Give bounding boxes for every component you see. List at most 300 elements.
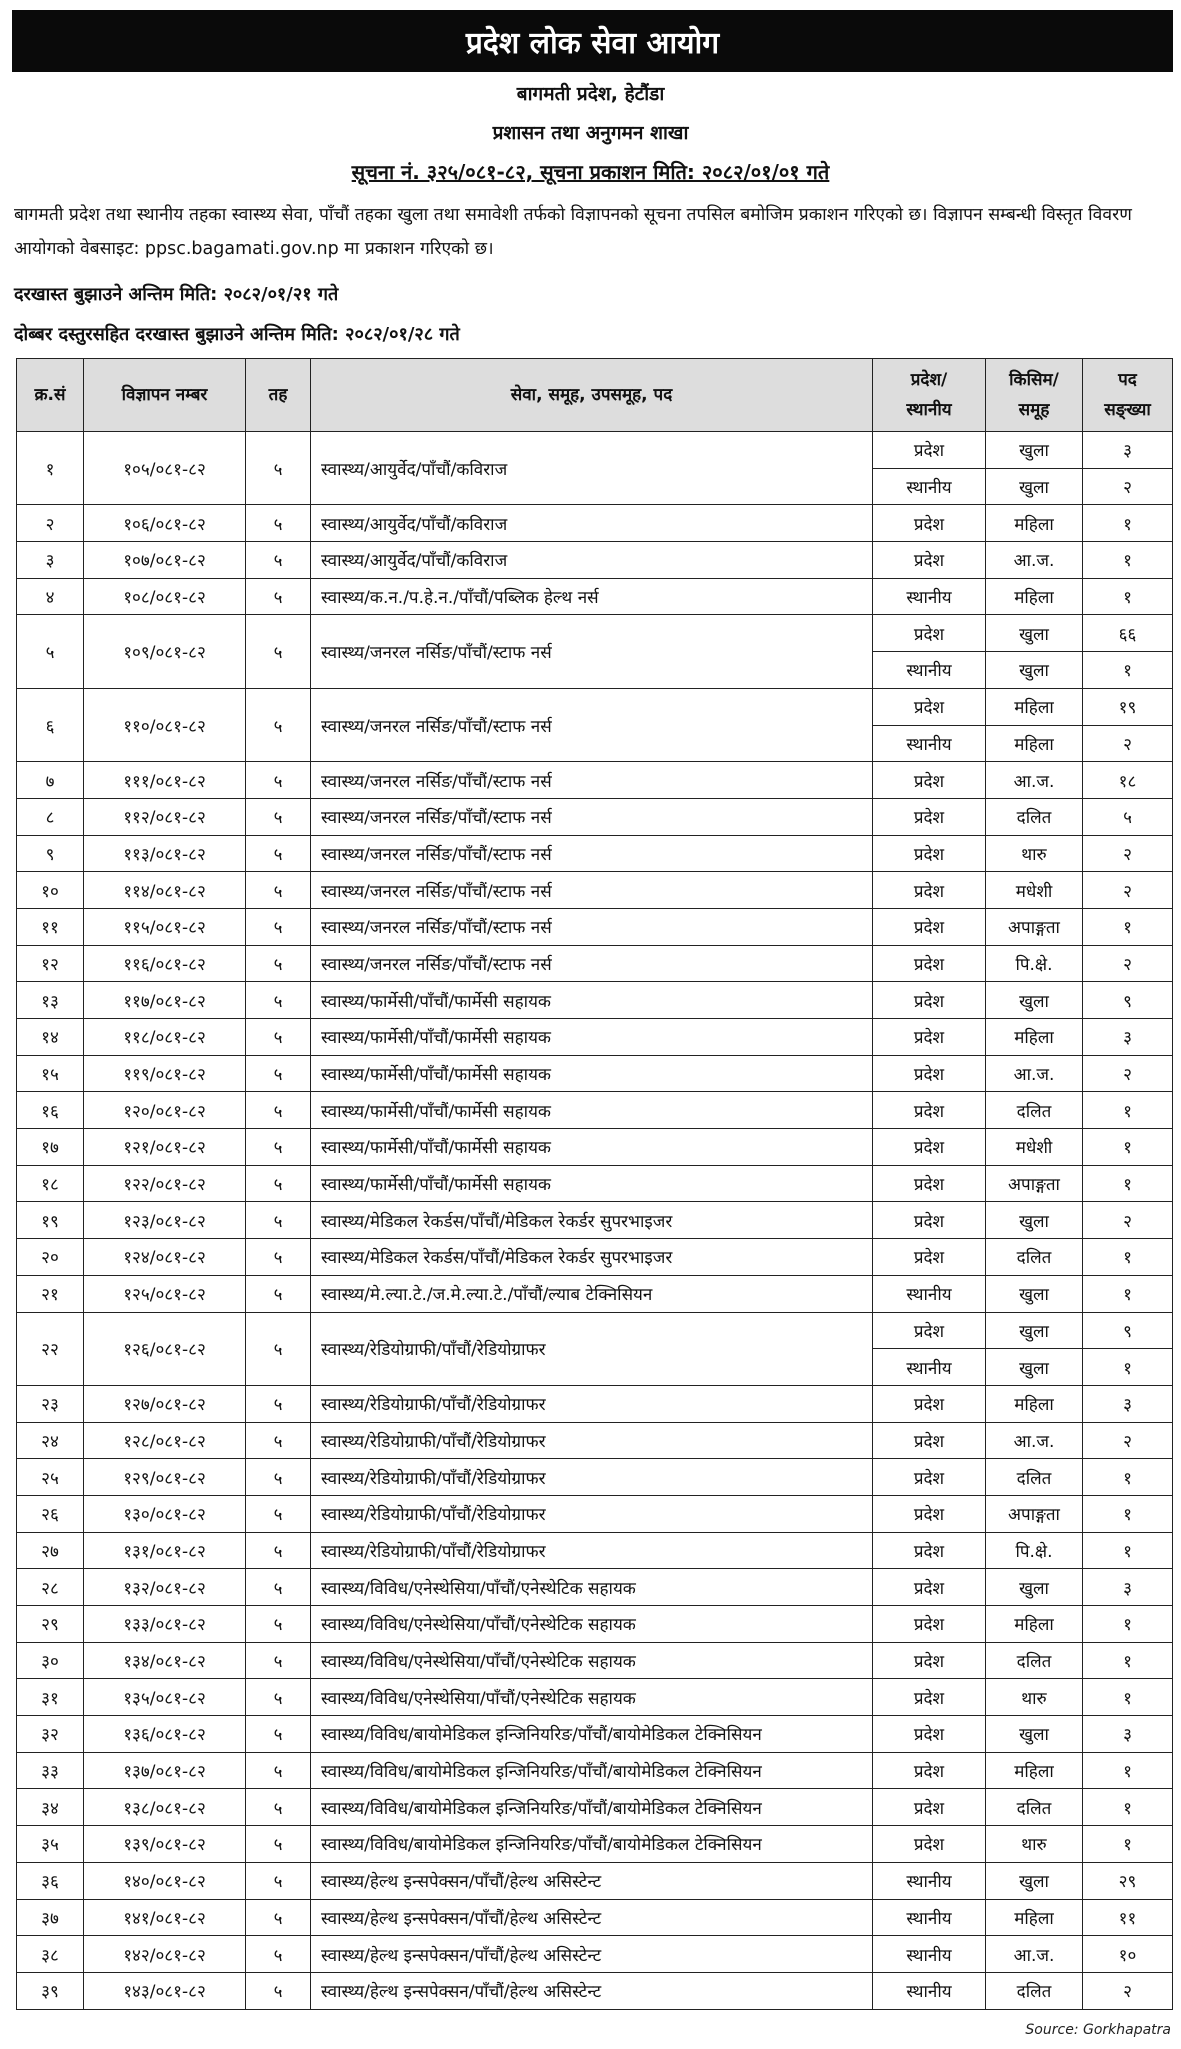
posts-cell: १ [1083, 542, 1173, 579]
service-cell: स्वास्थ्य/जनरल नर्सिङ/पाँचौं/स्टाफ नर्स [311, 798, 873, 835]
kind-cell: खुला [986, 615, 1083, 652]
service-cell: स्वास्थ्य/मेडिकल रेकर्डस/पाँचौं/मेडिकल रेकर्डर सुपरभाइजर [311, 1239, 873, 1276]
serial-cell: २ [17, 505, 84, 542]
province-cell: स्थानीय [873, 578, 986, 615]
posts-cell: १ [1083, 1752, 1173, 1789]
table-row [17, 1239, 1173, 1276]
table-header-row [17, 359, 1173, 432]
table-row [17, 1679, 1173, 1716]
level-cell: ५ [246, 1129, 311, 1166]
province-cell: स्थानीय [873, 652, 986, 689]
level-cell: ५ [246, 578, 311, 615]
service-cell: स्वास्थ्य/हेल्थ इन्सपेक्सन/पाँचौं/हेल्थ असिस्टेन्ट [311, 1936, 873, 1973]
posts-cell: २ [1083, 468, 1173, 505]
serial-cell: ३२ [17, 1716, 84, 1753]
adv-number-cell: ११८/०८१-८२ [84, 1019, 246, 1056]
adv-number-cell: ११९/०८१-८२ [84, 1055, 246, 1092]
serial-cell: २१ [17, 1275, 84, 1312]
service-cell: स्वास्थ्य/रेडियोग्राफी/पाँचौं/रेडियोग्राफर [311, 1422, 873, 1459]
kind-cell: खुला [986, 468, 1083, 505]
service-cell: स्वास्थ्य/रेडियोग्राफी/पाँचौं/रेडियोग्राफर [311, 1532, 873, 1569]
kind-cell: दलित [986, 1092, 1083, 1129]
table-row [17, 762, 1173, 799]
adv-number-cell: १२८/०८१-८२ [84, 1422, 246, 1459]
level-cell: ५ [246, 908, 311, 945]
adv-number-cell: १२७/०८१-८२ [84, 1385, 246, 1422]
level-cell: ५ [246, 1936, 311, 1973]
kind-cell: खुला [986, 1349, 1083, 1386]
kind-cell: पि.क्षे. [986, 1532, 1083, 1569]
adv-number-cell: ११५/०८१-८२ [84, 908, 246, 945]
service-cell: स्वास्थ्य/विविध/एनेस्थेसिया/पाँचौं/एनेस्थेटिक सहायक [311, 1642, 873, 1679]
serial-cell: ११ [17, 908, 84, 945]
table-row [17, 1972, 1173, 2009]
serial-cell: १८ [17, 1165, 84, 1202]
adv-number-cell: ११६/०८१-८२ [84, 945, 246, 982]
table-row [17, 615, 1173, 652]
province-cell: प्रदेश [873, 982, 986, 1019]
adv-number-cell: १४२/०८१-८२ [84, 1936, 246, 1973]
serial-cell: ८ [17, 798, 84, 835]
col-header-sn: क्र.सं [17, 359, 84, 432]
posts-cell: २ [1083, 945, 1173, 982]
province-cell: प्रदेश [873, 688, 986, 725]
service-cell: स्वास्थ्य/क.न./प.हे.न./पाँचौं/पब्लिक हेल्थ नर्स [311, 578, 873, 615]
province-cell: प्रदेश [873, 1019, 986, 1056]
service-cell: स्वास्थ्य/जनरल नर्सिङ/पाँचौं/स्टाफ नर्स [311, 872, 873, 909]
table-row [17, 432, 1173, 469]
province-cell: प्रदेश [873, 1385, 986, 1422]
kind-cell: दलित [986, 1789, 1083, 1826]
posts-cell: २ [1083, 872, 1173, 909]
adv-number-cell: १४०/०८१-८२ [84, 1862, 246, 1899]
posts-cell: १ [1083, 505, 1173, 542]
adv-number-cell: १०९/०८१-८२ [84, 615, 246, 688]
col-header-adv: विज्ञापन नम्बर [84, 359, 246, 432]
table-row [17, 908, 1173, 945]
posts-cell: १ [1083, 1606, 1173, 1643]
level-cell: ५ [246, 1642, 311, 1679]
kind-cell: आ.ज. [986, 542, 1083, 579]
province-cell: प्रदेश [873, 615, 986, 652]
table-row [17, 1422, 1173, 1459]
adv-number-cell: १०७/०८१-८२ [84, 542, 246, 579]
kind-cell: खुला [986, 432, 1083, 469]
province-cell: प्रदेश [873, 1716, 986, 1753]
province-cell: प्रदेश [873, 1642, 986, 1679]
adv-number-cell: ११२/०८१-८२ [84, 798, 246, 835]
province-cell: प्रदेश [873, 835, 986, 872]
province-cell: प्रदेश [873, 432, 986, 469]
posts-cell: १ [1083, 1092, 1173, 1129]
adv-number-cell: १३३/०८१-८२ [84, 1606, 246, 1643]
serial-cell: ३७ [17, 1899, 84, 1936]
table-row [17, 542, 1173, 579]
adv-number-cell: १२४/०८१-८२ [84, 1239, 246, 1276]
province-cell: प्रदेश [873, 542, 986, 579]
table-row [17, 1936, 1173, 1973]
service-cell: स्वास्थ्य/जनरल नर्सिङ/पाँचौं/स्टाफ नर्स [311, 945, 873, 982]
table-row [17, 1569, 1173, 1606]
table-row [17, 1129, 1173, 1166]
col-header-level: तह [246, 359, 311, 432]
service-cell: स्वास्थ्य/हेल्थ इन्सपेक्सन/पाँचौं/हेल्थ असिस्टेन्ट [311, 1972, 873, 2009]
serial-cell: १३ [17, 982, 84, 1019]
adv-number-cell: १२९/०८१-८२ [84, 1459, 246, 1496]
service-cell: स्वास्थ्य/रेडियोग्राफी/पाँचौं/रेडियोग्राफर [311, 1495, 873, 1532]
kind-cell: खुला [986, 1312, 1083, 1349]
serial-cell: १७ [17, 1129, 84, 1166]
posts-cell: १ [1083, 908, 1173, 945]
level-cell: ५ [246, 835, 311, 872]
adv-number-cell: १४१/०८१-८२ [84, 1899, 246, 1936]
table-row [17, 1459, 1173, 1496]
serial-cell: ३८ [17, 1936, 84, 1973]
posts-cell: १९ [1083, 688, 1173, 725]
service-cell: स्वास्थ्य/रेडियोग्राफी/पाँचौं/रेडियोग्राफर [311, 1312, 873, 1385]
adv-number-cell: १३२/०८१-८२ [84, 1569, 246, 1606]
province-cell: प्रदेश [873, 908, 986, 945]
kind-cell: महिला [986, 1019, 1083, 1056]
table-row [17, 1532, 1173, 1569]
serial-cell: १० [17, 872, 84, 909]
level-cell: ५ [246, 1862, 311, 1899]
posts-cell: ३ [1083, 1716, 1173, 1753]
table-row [17, 1899, 1173, 1936]
service-cell: स्वास्थ्य/हेल्थ इन्सपेक्सन/पाँचौं/हेल्थ असिस्टेन्ट [311, 1899, 873, 1936]
table-row [17, 798, 1173, 835]
province-cell: स्थानीय [873, 1936, 986, 1973]
posts-cell: २ [1083, 1055, 1173, 1092]
adv-number-cell: ११४/०८१-८२ [84, 872, 246, 909]
kind-cell: मधेशी [986, 1129, 1083, 1166]
serial-cell: १४ [17, 1019, 84, 1056]
level-cell: ५ [246, 1202, 311, 1239]
table-row [17, 1862, 1173, 1899]
kind-cell: खुला [986, 1716, 1083, 1753]
table-row [17, 1019, 1173, 1056]
serial-cell: ५ [17, 615, 84, 688]
table-row [17, 1385, 1173, 1422]
province-subtitle: बागमती प्रदेश, हेटौंडा [516, 83, 665, 105]
service-cell: स्वास्थ्य/विविध/बायोमेडिकल इन्जिनियरिङ/पाँचौं/बायोमेडिकल टेक्निसियन [311, 1716, 873, 1753]
posts-cell: ९ [1083, 1312, 1173, 1349]
double-fee-deadline-line: दोब्बर दस्तुरसहित दरखास्त बुझाउने अन्तिम मिति: २०८२/०१/२८ गते [14, 324, 460, 345]
province-cell: प्रदेश [873, 1569, 986, 1606]
adv-number-cell: १३४/०८१-८२ [84, 1642, 246, 1679]
table-row [17, 1055, 1173, 1092]
province-cell: प्रदेश [873, 1826, 986, 1863]
adv-number-cell: १२५/०८१-८२ [84, 1275, 246, 1312]
col-header-kind: किसिम/ समूह [986, 359, 1083, 432]
province-cell: प्रदेश [873, 762, 986, 799]
vacancy-table [16, 358, 1173, 2010]
level-cell: ५ [246, 872, 311, 909]
kind-cell: दलित [986, 798, 1083, 835]
serial-cell: ३४ [17, 1789, 84, 1826]
posts-cell: १ [1083, 1275, 1173, 1312]
level-cell: ५ [246, 1275, 311, 1312]
posts-cell: ३ [1083, 432, 1173, 469]
level-cell: ५ [246, 1606, 311, 1643]
province-cell: प्रदेश [873, 1055, 986, 1092]
posts-cell: १ [1083, 1459, 1173, 1496]
table-row [17, 1092, 1173, 1129]
adv-number-cell: १०६/०८१-८२ [84, 505, 246, 542]
page-title: प्रदेश लोक सेवा आयोग [12, 10, 1173, 72]
table-row [17, 688, 1173, 725]
adv-number-cell: ११३/०८१-८२ [84, 835, 246, 872]
table-row [17, 1752, 1173, 1789]
serial-cell: ४ [17, 578, 84, 615]
posts-cell: ३ [1083, 1569, 1173, 1606]
province-cell: प्रदेश [873, 505, 986, 542]
service-cell: स्वास्थ्य/आयुर्वेद/पाँचौं/कविराज [311, 505, 873, 542]
province-cell: प्रदेश [873, 945, 986, 982]
posts-cell: १८ [1083, 762, 1173, 799]
level-cell: ५ [246, 1019, 311, 1056]
province-cell: प्रदेश [873, 798, 986, 835]
province-cell: स्थानीय [873, 1972, 986, 2009]
province-cell: प्रदेश [873, 1129, 986, 1166]
posts-cell: ११ [1083, 1899, 1173, 1936]
adv-number-cell: १३७/०८१-८२ [84, 1752, 246, 1789]
posts-cell: १ [1083, 1679, 1173, 1716]
level-cell: ५ [246, 798, 311, 835]
posts-cell: १ [1083, 652, 1173, 689]
serial-cell: २५ [17, 1459, 84, 1496]
kind-cell: खुला [986, 1569, 1083, 1606]
table-row [17, 1495, 1173, 1532]
posts-cell: २ [1083, 835, 1173, 872]
level-cell: ५ [246, 1752, 311, 1789]
kind-cell: महिला [986, 578, 1083, 615]
deadline-line: दरखास्त बुझाउने अन्तिम मिति: २०८२/०१/२१ गते [14, 284, 339, 305]
posts-cell: २ [1083, 1972, 1173, 2009]
level-cell: ५ [246, 1055, 311, 1092]
kind-cell: दलित [986, 1642, 1083, 1679]
serial-cell: ७ [17, 762, 84, 799]
serial-cell: २२ [17, 1312, 84, 1385]
source-credit: Source: Gorkhapatra [1025, 2022, 1171, 2038]
posts-cell: १० [1083, 1936, 1173, 1973]
serial-cell: ३१ [17, 1679, 84, 1716]
province-cell: प्रदेश [873, 1495, 986, 1532]
level-cell: ५ [246, 1789, 311, 1826]
posts-cell: २ [1083, 725, 1173, 762]
table-row [17, 1642, 1173, 1679]
adv-number-cell: १२६/०८१-८२ [84, 1312, 246, 1385]
level-cell: ५ [246, 1312, 311, 1385]
adv-number-cell: १११/०८१-८२ [84, 762, 246, 799]
table-row [17, 1275, 1173, 1312]
province-cell: प्रदेश [873, 1752, 986, 1789]
table-row [17, 982, 1173, 1019]
adv-number-cell: १०५/०८१-८२ [84, 432, 246, 505]
service-cell: स्वास्थ्य/जनरल नर्सिङ/पाँचौं/स्टाफ नर्स [311, 615, 873, 688]
adv-number-cell: १०८/०८१-८२ [84, 578, 246, 615]
kind-cell: थारु [986, 1826, 1083, 1863]
kind-cell: महिला [986, 725, 1083, 762]
province-cell: प्रदेश [873, 1165, 986, 1202]
service-cell: स्वास्थ्य/विविध/बायोमेडिकल इन्जिनियरिङ/पाँचौं/बायोमेडिकल टेक्निसियन [311, 1826, 873, 1863]
service-cell: स्वास्थ्य/विविध/एनेस्थेसिया/पाँचौं/एनेस्थेटिक सहायक [311, 1679, 873, 1716]
service-cell: स्वास्थ्य/रेडियोग्राफी/पाँचौं/रेडियोग्राफर [311, 1459, 873, 1496]
posts-cell: १ [1083, 1495, 1173, 1532]
level-cell: ५ [246, 1495, 311, 1532]
kind-cell: आ.ज. [986, 762, 1083, 799]
notice-number: सूचना नं. ३२५/०८१-८२, सूचना प्रकाशन मिति: २०८२/०१/०१ गते [351, 160, 830, 184]
kind-cell: थारु [986, 835, 1083, 872]
kind-cell: अपाङ्गता [986, 1495, 1083, 1532]
level-cell: ५ [246, 542, 311, 579]
serial-cell: ३५ [17, 1826, 84, 1863]
serial-cell: २८ [17, 1569, 84, 1606]
serial-cell: ३६ [17, 1862, 84, 1899]
kind-cell: आ.ज. [986, 1422, 1083, 1459]
table-row [17, 1165, 1173, 1202]
serial-cell: ३९ [17, 1972, 84, 2009]
kind-cell: थारु [986, 1679, 1083, 1716]
province-cell: प्रदेश [873, 1092, 986, 1129]
level-cell: ५ [246, 1679, 311, 1716]
adv-number-cell: १३५/०८१-८२ [84, 1679, 246, 1716]
service-cell: स्वास्थ्य/मेडिकल रेकर्डस/पाँचौं/मेडिकल रेकर्डर सुपरभाइजर [311, 1202, 873, 1239]
serial-cell: २७ [17, 1532, 84, 1569]
table-row [17, 1826, 1173, 1863]
province-cell: स्थानीय [873, 1275, 986, 1312]
kind-cell: अपाङ्गता [986, 1165, 1083, 1202]
level-cell: ५ [246, 1899, 311, 1936]
kind-cell: महिला [986, 1752, 1083, 1789]
posts-cell: १ [1083, 1165, 1173, 1202]
kind-cell: आ.ज. [986, 1055, 1083, 1092]
serial-cell: २० [17, 1239, 84, 1276]
province-cell: प्रदेश [873, 872, 986, 909]
service-cell: स्वास्थ्य/विविध/एनेस्थेसिया/पाँचौं/एनेस्थेटिक सहायक [311, 1606, 873, 1643]
kind-cell: महिला [986, 1899, 1083, 1936]
service-cell: स्वास्थ्य/हेल्थ इन्सपेक्सन/पाँचौं/हेल्थ असिस्टेन्ट [311, 1862, 873, 1899]
adv-number-cell: १३९/०८१-८२ [84, 1826, 246, 1863]
posts-cell: १ [1083, 1129, 1173, 1166]
level-cell: ५ [246, 432, 311, 505]
serial-cell: १५ [17, 1055, 84, 1092]
service-cell: स्वास्थ्य/फार्मेसी/पाँचौं/फार्मेसी सहायक [311, 1019, 873, 1056]
level-cell: ५ [246, 982, 311, 1019]
intro-paragraph: बागमती प्रदेश तथा स्थानीय तहका स्वास्थ्य सेवा, पाँचौं तहका खुला तथा समावेशी तर्फको विज्ञापनको सूचना तपसिल बमोजिम प्रकाशन गरिएको छ। विज्ञापन सम्बन्धी विस्तृत विवरण आयोगको वेबसाइट: ppsc.bagamati.gov.np मा प्रकाशन गरिएको छ। [14, 205, 1132, 259]
table-row [17, 872, 1173, 909]
kind-cell: खुला [986, 1202, 1083, 1239]
posts-cell: २ [1083, 1422, 1173, 1459]
province-cell: प्रदेश [873, 1679, 986, 1716]
serial-cell: २४ [17, 1422, 84, 1459]
level-cell: ५ [246, 505, 311, 542]
kind-cell: मधेशी [986, 872, 1083, 909]
level-cell: ५ [246, 945, 311, 982]
level-cell: ५ [246, 615, 311, 688]
table-row [17, 1716, 1173, 1753]
service-cell: स्वास्थ्य/विविध/एनेस्थेसिया/पाँचौं/एनेस्थेटिक सहायक [311, 1569, 873, 1606]
province-cell: स्थानीय [873, 468, 986, 505]
serial-cell: २९ [17, 1606, 84, 1643]
service-cell: स्वास्थ्य/विविध/बायोमेडिकल इन्जिनियरिङ/पाँचौं/बायोमेडिकल टेक्निसियन [311, 1789, 873, 1826]
province-cell: प्रदेश [873, 1459, 986, 1496]
table-row [17, 1312, 1173, 1349]
table-row [17, 945, 1173, 982]
kind-cell: महिला [986, 688, 1083, 725]
service-cell: स्वास्थ्य/फार्मेसी/पाँचौं/फार्मेसी सहायक [311, 1129, 873, 1166]
serial-cell: १९ [17, 1202, 84, 1239]
service-cell: स्वास्थ्य/फार्मेसी/पाँचौं/फार्मेसी सहायक [311, 1055, 873, 1092]
posts-cell: १ [1083, 1239, 1173, 1276]
serial-cell: ३३ [17, 1752, 84, 1789]
table-row [17, 505, 1173, 542]
kind-cell: दलित [986, 1239, 1083, 1276]
service-cell: स्वास्थ्य/रेडियोग्राफी/पाँचौं/रेडियोग्राफर [311, 1385, 873, 1422]
adv-number-cell: १२१/०८१-८२ [84, 1129, 246, 1166]
kind-cell: खुला [986, 1862, 1083, 1899]
adv-number-cell: १३०/०८१-८२ [84, 1495, 246, 1532]
province-cell: स्थानीय [873, 725, 986, 762]
posts-cell: ५ [1083, 798, 1173, 835]
col-header-service: सेवा, समूह, उपसमूह, पद [311, 359, 873, 432]
serial-cell: ३ [17, 542, 84, 579]
serial-cell: १ [17, 432, 84, 505]
table-row [17, 1789, 1173, 1826]
adv-number-cell: १३८/०८१-८२ [84, 1789, 246, 1826]
kind-cell: महिला [986, 505, 1083, 542]
province-cell: प्रदेश [873, 1202, 986, 1239]
posts-cell: २९ [1083, 1862, 1173, 1899]
serial-cell: २३ [17, 1385, 84, 1422]
service-cell: स्वास्थ्य/फार्मेसी/पाँचौं/फार्मेसी सहायक [311, 1092, 873, 1129]
posts-cell: ९ [1083, 982, 1173, 1019]
service-cell: स्वास्थ्य/मे.ल्या.टे./ज.मे.ल्या.टे./पाँचौं/ल्याब टेक्निसियन [311, 1275, 873, 1312]
branch-subtitle: प्रशासन तथा अनुगमन शाखा [492, 122, 689, 144]
adv-number-cell: १४३/०८१-८२ [84, 1972, 246, 2009]
province-cell: स्थानीय [873, 1349, 986, 1386]
adv-number-cell: ११७/०८१-८२ [84, 982, 246, 1019]
level-cell: ५ [246, 1459, 311, 1496]
adv-number-cell: १३६/०८१-८२ [84, 1716, 246, 1753]
province-cell: प्रदेश [873, 1532, 986, 1569]
service-cell: स्वास्थ्य/जनरल नर्सिङ/पाँचौं/स्टाफ नर्स [311, 688, 873, 761]
kind-cell: अपाङ्गता [986, 908, 1083, 945]
province-cell: प्रदेश [873, 1239, 986, 1276]
posts-cell: १ [1083, 1789, 1173, 1826]
serial-cell: ३० [17, 1642, 84, 1679]
adv-number-cell: १२३/०८१-८२ [84, 1202, 246, 1239]
adv-number-cell: १३१/०८१-८२ [84, 1532, 246, 1569]
serial-cell: ६ [17, 688, 84, 761]
service-cell: स्वास्थ्य/आयुर्वेद/पाँचौं/कविराज [311, 432, 873, 505]
level-cell: ५ [246, 1569, 311, 1606]
kind-cell: खुला [986, 982, 1083, 1019]
kind-cell: खुला [986, 652, 1083, 689]
posts-cell: १ [1083, 1826, 1173, 1863]
posts-cell: १ [1083, 1349, 1173, 1386]
adv-number-cell: ११०/०८१-८२ [84, 688, 246, 761]
posts-cell: १ [1083, 578, 1173, 615]
posts-cell: १ [1083, 1642, 1173, 1679]
service-cell: स्वास्थ्य/आयुर्वेद/पाँचौं/कविराज [311, 542, 873, 579]
kind-cell: दलित [986, 1459, 1083, 1496]
adv-number-cell: १२०/०८१-८२ [84, 1092, 246, 1129]
province-cell: प्रदेश [873, 1789, 986, 1826]
service-cell: स्वास्थ्य/फार्मेसी/पाँचौं/फार्मेसी सहायक [311, 982, 873, 1019]
posts-cell: ६६ [1083, 615, 1173, 652]
level-cell: ५ [246, 1385, 311, 1422]
